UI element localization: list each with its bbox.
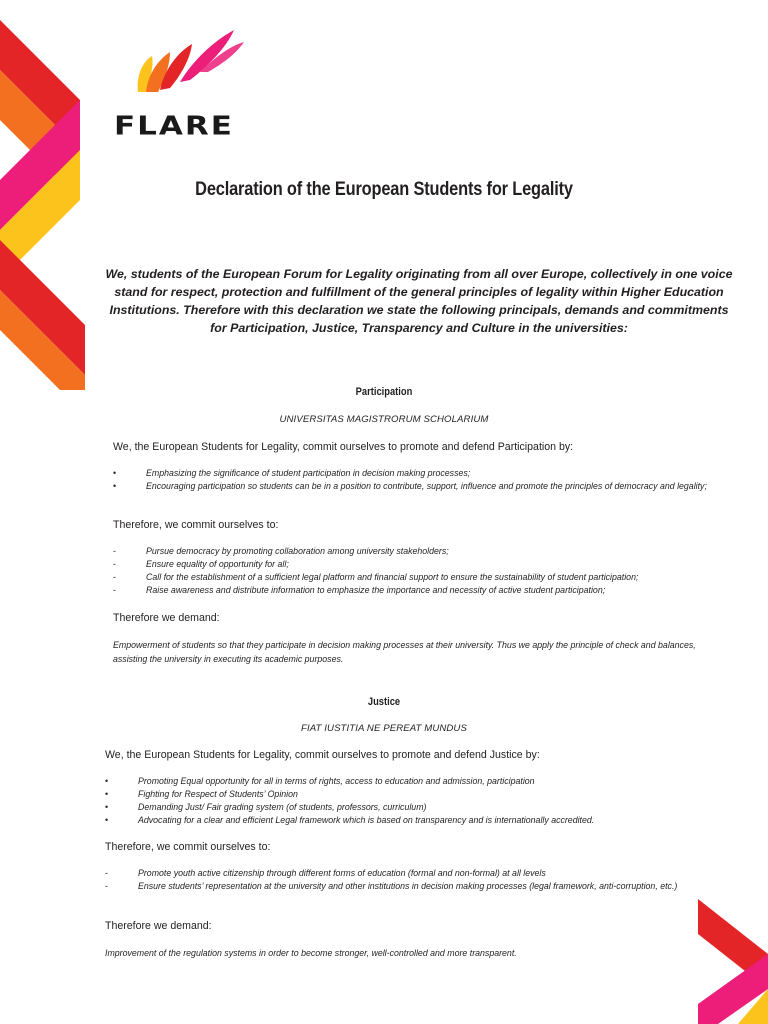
intro-paragraph: We, students of the European Forum for Legality originating from all over Europe, collectively in one voice stand for respect, protection and fulfillment of the general principles of legality within Higher Education Institutions. Therefore with this declaration we state the following principals, demands and commitments for Participation, Justice, Transparency and Culture in the universities: <box>105 267 733 335</box>
justice-commit-list <box>105 867 725 893</box>
bullet-marker: • <box>105 776 109 786</box>
dash-marker: - <box>105 868 108 878</box>
list-item-text: Ensure equality of opportunity for all; <box>146 559 289 569</box>
list-item-text: Encouraging participation so students can be in a position to contribute, support, influence and promote the principles of democracy and legality; <box>146 481 707 491</box>
list-item <box>105 814 725 827</box>
dash-marker: - <box>113 559 116 569</box>
bullet-marker: • <box>113 481 117 491</box>
justice-by-list <box>105 775 725 827</box>
list-item-text: Emphasizing the significance of student participation in decision making processes; <box>146 468 471 478</box>
participation-demand-text: Empowerment of students so that they participate in decision making processes at their university. Thus we apply the principle of check and balances, assisting the university in executing its academic purposes. <box>113 640 696 664</box>
justice-heading: Justice <box>367 696 401 708</box>
participation-demand-label: Therefore we demand: <box>113 612 220 624</box>
list-item-text: Pursue democracy by promoting collaboration among university stakeholders; <box>146 546 449 556</box>
justice-demand-label: Therefore we demand: <box>105 920 212 932</box>
list-item <box>113 584 713 597</box>
list-item <box>113 558 713 571</box>
participation-promote-text: We, the European Students for Legality, commit ourselves to promote and defend Participation by: <box>113 441 574 453</box>
bullet-marker: • <box>105 815 109 825</box>
justice-promote-text: We, the European Students for Legality, commit ourselves to promote and defend Justice by: <box>105 749 540 761</box>
justice-commit-label: Therefore, we commit ourselves to: <box>105 841 271 853</box>
dash-marker: - <box>113 572 116 582</box>
list-item <box>113 571 713 584</box>
participation-commit-list <box>113 545 713 597</box>
list-item-text: Promoting Equal opportunity for all in terms of rights, access to education and admission, participation <box>138 776 535 786</box>
list-item <box>113 545 713 558</box>
participation-heading: Participation <box>355 386 413 398</box>
flare-logo <box>112 22 247 142</box>
list-item-text: Demanding Just/ Fair grading system (of students, professors, curriculum) <box>138 802 427 812</box>
bullet-marker: • <box>105 789 109 799</box>
list-item <box>113 480 713 493</box>
list-item <box>113 467 713 480</box>
participation-motto: UNIVERSITAS MAGISTRORUM SCHOLARIUM <box>279 414 489 425</box>
justice-motto: FIAT IUSTITIA NE PEREAT MUNDUS <box>301 723 467 734</box>
logo-brush-strokes <box>130 22 245 94</box>
list-item <box>105 880 725 893</box>
list-item <box>105 867 725 880</box>
bullet-marker: • <box>113 468 117 478</box>
list-item-text: Advocating for a clear and efficient Legal framework which is based on transparency and is internationally accredited. <box>138 815 595 825</box>
justice-demand-text: Improvement of the regulation systems in order to become stronger, well-controlled and more transparent. <box>105 948 517 958</box>
participation-commit-label: Therefore, we commit ourselves to: <box>113 519 279 531</box>
dash-marker: - <box>113 585 116 595</box>
list-item-text: Promote youth active citizenship through different forms of education (formal and non-formal) at all levels <box>138 868 546 878</box>
document-title: Declaration of the European Students for Legality <box>195 178 573 200</box>
bullet-marker: • <box>105 802 109 812</box>
dash-marker: - <box>113 546 116 556</box>
list-item <box>105 775 725 788</box>
list-item-text: Raise awareness and distribute information to emphasize the importance and necessity of active student participation; <box>146 585 606 595</box>
list-item <box>105 801 725 814</box>
dash-marker: - <box>105 881 108 891</box>
list-item-text: Call for the establishment of a sufficient legal platform and financial support to ensure the sustainability of student participation; <box>146 572 639 582</box>
list-item <box>105 788 725 801</box>
list-item-text: Fighting for Respect of Students’ Opinion <box>138 789 298 799</box>
participation-by-list <box>113 467 713 493</box>
logo-wordmark: FLARE <box>114 111 234 142</box>
decorative-stripes-right <box>698 899 768 1024</box>
list-item-text: Ensure students’ representation at the university and other institutions in decision making processes (legal framework, anti-corruption, etc.) <box>138 881 678 891</box>
